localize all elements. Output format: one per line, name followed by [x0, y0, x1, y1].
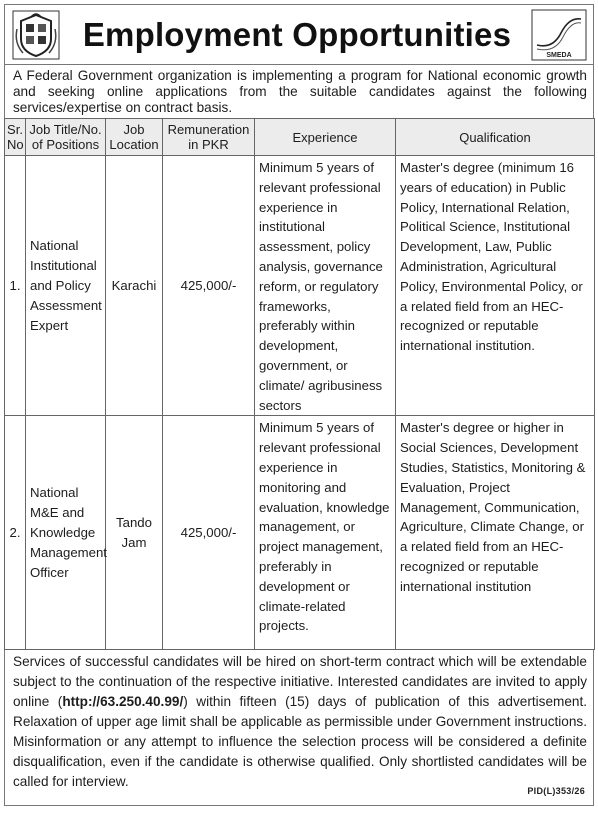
positions-table	[4, 118, 595, 650]
row-job-location: Tando Jam	[106, 416, 163, 650]
row-qualification: Master's degree (minimum 16 years of education) in Public Policy, International Relation, Political Science, Institutional Development, Law, Public Administration, Agricultural Policy, Environmental Policy, or a related field from an HEC-recognized or reputable international institution.	[396, 156, 595, 416]
government-emblem-icon	[11, 9, 61, 61]
row-qualification: Master's degree or higher in Social Sciences, Development Studies, Statistics, Monitoring & Evaluation, Project Management, Communication, Agriculture, Climate Change, or a related field from an HEC-recognized or reputable international institution	[396, 416, 595, 650]
table-row	[5, 156, 595, 416]
application-url-link[interactable]: http://63.250.40.99/	[62, 694, 184, 710]
header-sr-no: Sr. No	[5, 119, 26, 156]
row-remuneration: 425,000/-	[163, 156, 255, 416]
page-title: Employment Opportunities	[82, 16, 512, 53]
intro-paragraph: A Federal Government organization is implementing a program for National economic growth and seeking online applications from the suitable candidates against the following services/expertise on contract basis.	[4, 64, 594, 118]
header-remuneration: Remuneration in PKR	[163, 119, 255, 156]
row-job-title: National Institutional and Policy Assessment Expert	[26, 156, 106, 416]
header	[4, 4, 594, 64]
header-experience: Experience	[255, 119, 396, 156]
footer-text-part1: Services of successful candidates will be hired on short-term contract which will be extendable subject to the continuation of the respective initiative. Interested candidates are invited to apply online (	[13, 654, 587, 710]
smeda-logo-text: SMEDA	[546, 52, 572, 59]
header-qualification: Qualification	[396, 119, 595, 156]
table-row	[5, 416, 595, 650]
row-job-title: National M&E and Knowledge Management Officer	[26, 416, 106, 650]
footer-text-part2: ) within fifteen (15) days of publication of this advertisement. Relaxation of upper age limit shall be applicable as permissible under Government instructions. Misinformation or any attempt to influence the selection process will be considered a definite disqualification, even if the candidate is otherwise qualified. Only shortlisted candidates will be called for interview.	[13, 694, 587, 790]
row-sr-no: 1.	[5, 156, 26, 416]
row-experience: Minimum 5 years of relevant professional experience in monitoring and evaluation, knowledge management, or project management, preferably in development or climate-related projects.	[255, 416, 396, 650]
row-remuneration: 425,000/-	[163, 416, 255, 650]
row-sr-no: 2.	[5, 416, 26, 650]
table-header-row	[5, 119, 595, 156]
row-job-location: Karachi	[106, 156, 163, 416]
footer-paragraph	[4, 650, 594, 806]
pid-code: PID(L)353/26	[527, 786, 585, 797]
smeda-logo-icon	[531, 9, 587, 61]
header-job-title: Job Title/No. of Positions	[26, 119, 106, 156]
row-experience: Minimum 5 years of relevant professional experience in institutional assessment, policy analysis, governance reform, or regulatory frameworks, preferably within development, government, or climate/ agribusiness sectors	[255, 156, 396, 416]
header-job-location: Job Location	[106, 119, 163, 156]
